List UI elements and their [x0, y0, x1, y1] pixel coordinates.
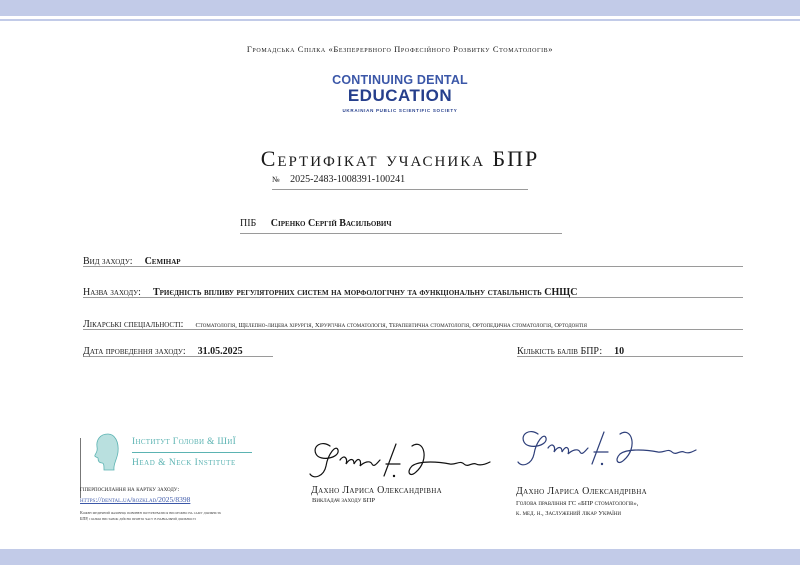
points-label: Кількість балів БПР:: [517, 346, 603, 357]
event-name-field: [83, 282, 743, 298]
signature-icon: [510, 422, 700, 474]
head-profile-icon: [94, 432, 120, 476]
certificate-number-field: [272, 174, 528, 190]
signer-1-role: Викладач заходу БПР: [312, 497, 375, 504]
event-name: Триєдність впливу регуляторних систем на морфологічну та функціональну стабільність СНЩС: [152, 287, 578, 298]
logo-line-2: EDUCATION: [347, 86, 453, 105]
cde-logo: [330, 74, 470, 113]
participant-field: [240, 218, 562, 234]
event-link[interactable]: https://dental.ua/rozklad/2025/8398: [80, 495, 191, 504]
signer-2-role-line-2: к. мед. н., Заслужений лікар України: [516, 510, 621, 517]
institute-name-en: Head & Neck Institute: [132, 458, 236, 468]
certificate-title: Сертифікат учасника БПР: [260, 146, 540, 171]
points-field: [517, 341, 743, 357]
top-band-line: [0, 19, 800, 21]
event-name-label: Назва заходу:: [83, 287, 141, 298]
specialties-field: [83, 314, 743, 330]
signer-2-name: Дахно Лариса Олександрівна: [516, 486, 647, 497]
event-type: Семінар: [144, 256, 181, 267]
signer-2-role-line-1: Голова правління ГС «БПР стоматологів»,: [516, 500, 639, 507]
bottom-band: [0, 549, 800, 565]
specialties: Стоматологія, Щелепно-лицева хірургія, Хірургічна стоматологія, Терапевтична стоматологія, Ортопедична стоматологія, Ортодонтія: [195, 322, 587, 329]
fine-print: Кожен медичний фахівець повинен потурбуватися висмужно на саму діяльність БПР, і кількі виставок дійсно пронто часу в навчальній діяльності: [80, 510, 222, 521]
organization-name: Громадська Спілка «Безперервного Професійного Розвитку Стоматологів»: [246, 44, 554, 54]
signer-2-role: [516, 499, 638, 519]
number-sign: №: [272, 175, 280, 184]
signer-1-name: Дахно Лариса Олександрівна: [311, 485, 442, 496]
institute-logo: [80, 430, 260, 490]
points-value: 10: [614, 346, 625, 357]
institute-name-ua: Інститут Голови & ШиЇ: [132, 437, 237, 447]
event-date: 31.05.2025: [197, 346, 243, 357]
specialties-label: Лікарські спеціальності:: [83, 319, 184, 330]
logo-line-1: CONTINUING DENTAL: [332, 73, 468, 87]
institute-divider: [132, 452, 252, 453]
event-type-field: [83, 251, 743, 267]
signature-icon: [300, 432, 500, 484]
participant-label: ПІБ: [240, 218, 257, 229]
event-date-label: Дата проведення заходу:: [83, 346, 186, 357]
event-link-label: гіперпосилання на картку заходу:: [80, 486, 180, 493]
logo-line-3: UKRAINIAN PUBLIC SCIENTIFIC SOCIETY: [342, 108, 458, 113]
event-type-label: Вид заходу:: [83, 256, 133, 267]
participant-name: Сіренко Сергій Васильович: [270, 218, 392, 229]
certificate-number: 2025-2483-1008391-100241: [290, 174, 406, 185]
event-date-field: [83, 341, 273, 357]
top-band: [0, 0, 800, 16]
